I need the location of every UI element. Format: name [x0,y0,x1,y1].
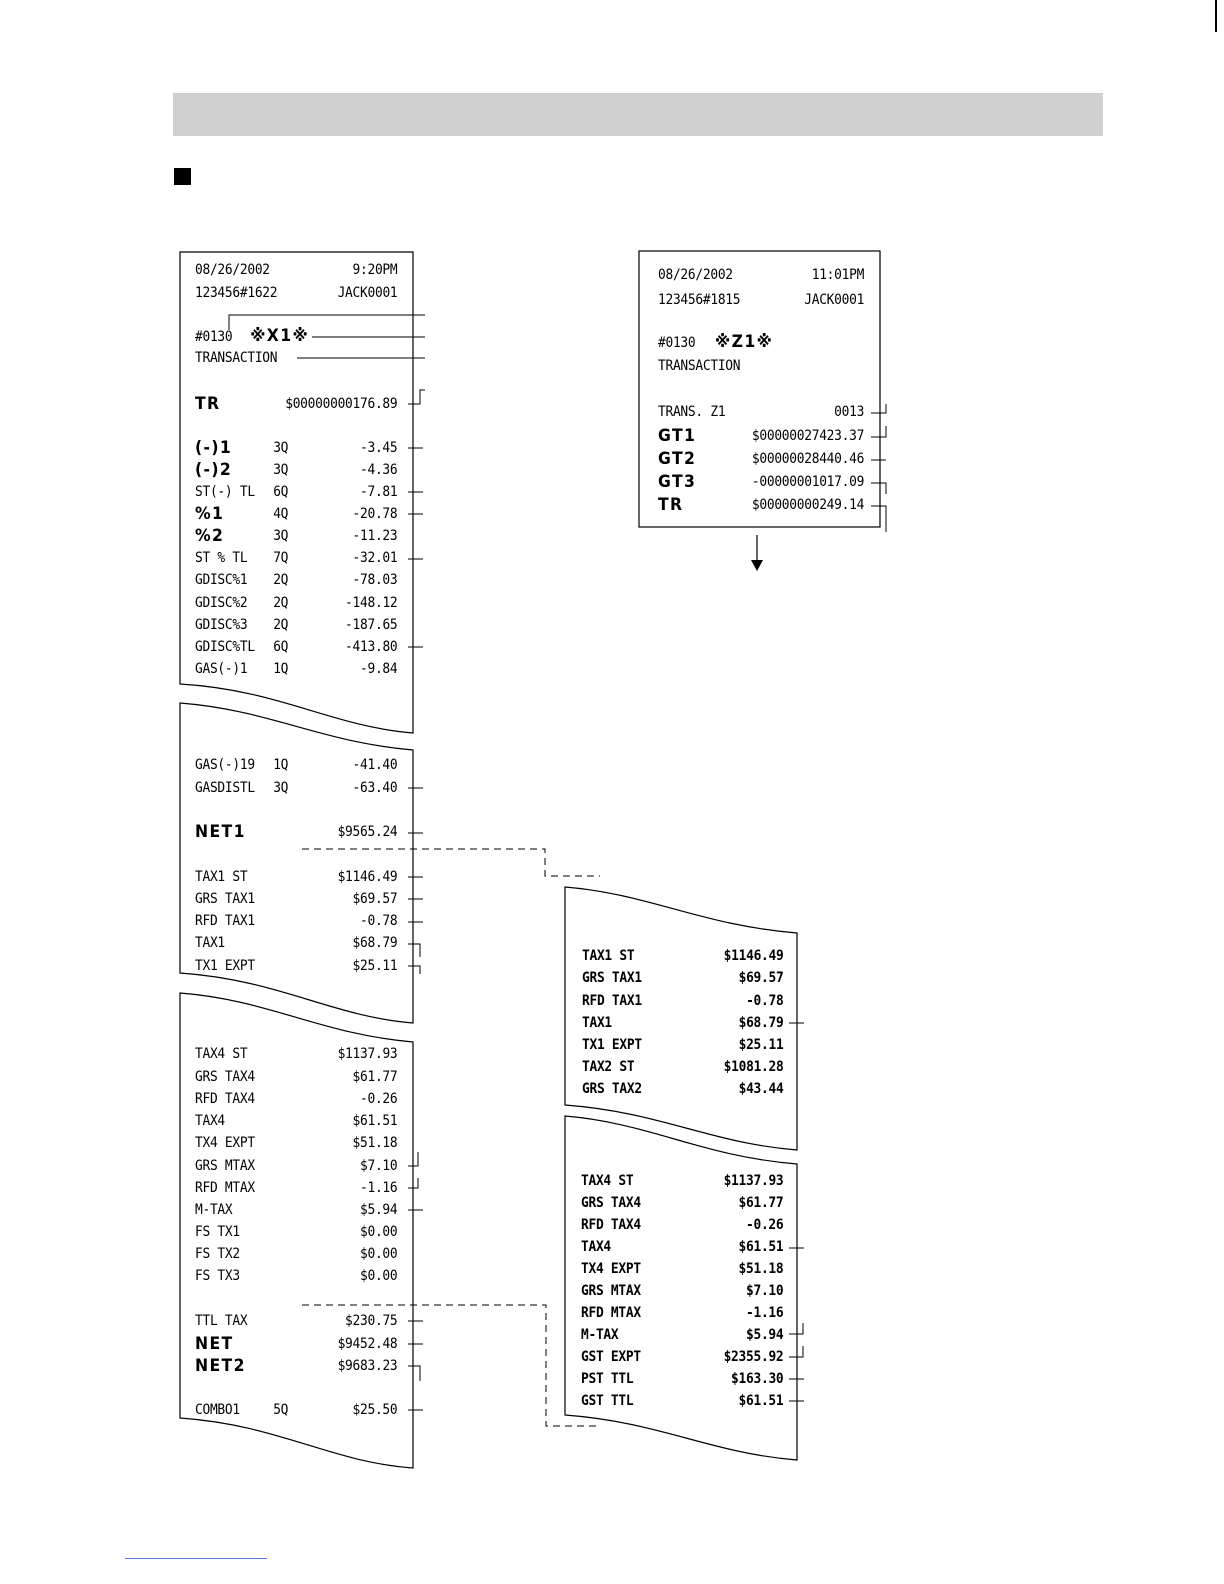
x1-total-tax-row [195,1310,397,1332]
z1-clerk: JACK0001 [804,292,865,308]
receipt-row [195,1265,397,1287]
receipt-row [658,494,864,516]
row-value: $43.44 [738,1081,784,1097]
row-label: FS TX1 [195,1224,240,1240]
row-label: GRS TAX4 [195,1069,255,1085]
row-value: $69.57 [738,970,784,986]
row-label: GDISC%3 [195,617,248,633]
x1-mode-label: ※X1※ [250,326,310,346]
row-label: RFD TAX1 [195,913,255,929]
row-value: -0.78 [359,913,398,929]
row-label: ST % TL [195,550,248,566]
row-value: -32.01 [352,550,398,566]
x1-time: 9:20PM [352,262,398,278]
row-count: 1Q [273,757,289,773]
receipt-row [658,425,864,447]
row-value: $69.57 [352,891,398,907]
receipt-row [195,525,397,547]
row-value: $7.10 [359,1158,398,1174]
receipt-row [195,1132,397,1154]
x1-tr-value: $00000000176.89 [285,396,398,412]
row-label: TAX2 ST [582,1059,635,1075]
row-label: ST(-) TL [195,484,255,500]
x1-net1-label: NET1 [195,822,246,842]
receipt-row [581,1346,783,1368]
receipt-row [195,1243,397,1265]
receipt-row [582,1012,783,1034]
receipt-row [195,1110,397,1132]
row-value: $1137.93 [337,1046,398,1062]
row-label: TAX4 ST [581,1173,634,1189]
row-label: GST TTL [581,1393,634,1409]
row-value: $0.00 [359,1268,398,1284]
row-label: RFD MTAX [195,1180,255,1196]
x1-net-value: $9452.48 [337,1336,398,1352]
receipt-row [195,1066,397,1088]
x1-net2-label: NET2 [195,1356,246,1376]
row-value: -1.16 [359,1180,398,1196]
row-value: $163.30 [731,1371,784,1387]
z1-time: 11:01PM [811,267,865,283]
x1-clerk: JACK0001 [337,285,398,301]
x1-header-row-1 [195,259,397,281]
row-value: $0.00 [359,1224,398,1240]
z1-title-text: TRANSACTION [658,358,741,374]
row-label: GRS TAX1 [582,970,642,986]
receipt-row [658,448,864,470]
receipt-row [581,1324,783,1346]
x1-header-row-2 [195,282,397,304]
row-value: -41.40 [352,757,398,773]
row-label: RFD TAX4 [581,1217,641,1233]
row-value: $68.79 [352,935,398,951]
row-value: -3.45 [359,440,398,456]
receipt-row [581,1280,783,1302]
z1-header-row-2 [658,289,864,311]
row-value: -9.84 [359,661,398,677]
receipt-row [195,1199,397,1221]
receipt-row [195,459,397,481]
row-value: $51.18 [738,1261,784,1277]
row-value: -413.80 [345,639,398,655]
row-value: -78.03 [352,572,398,588]
receipt-row [195,754,397,776]
receipt-row [195,866,397,888]
x1-total-tax-label: TTL TAX [195,1313,248,1329]
row-label: (-)2 [195,460,233,480]
row-value: $1081.28 [723,1059,784,1075]
row-label: TAX1 [195,935,225,951]
row-value: $00000028440.46 [751,451,865,467]
x1-net-label: NET [195,1334,234,1354]
row-label: GRS TAX4 [581,1195,641,1211]
row-value: $61.51 [738,1239,784,1255]
receipt-row [195,888,397,910]
row-label: PST TTL [581,1371,634,1387]
z1-header-row-1 [658,264,864,286]
row-label: GT1 [658,426,697,446]
row-value: -7.81 [359,484,398,500]
x1-date: 08/26/2002 [195,262,270,278]
row-value: -187.65 [345,617,398,633]
row-value: -0.78 [746,993,784,1009]
row-label: TAX1 ST [195,869,248,885]
x1-report-title [195,347,397,369]
receipt-row [581,1236,783,1258]
row-value: -1.16 [745,1305,784,1321]
row-label: FS TX3 [195,1268,240,1284]
z1-report-title [658,355,864,377]
receipt-row [195,1221,397,1243]
row-label: TAX1 ST [582,948,635,964]
z1-mode-row [658,332,864,354]
row-value: -0.26 [745,1217,784,1233]
receipt-row [581,1214,783,1236]
receipt-row [195,777,397,799]
row-label: RFD MTAX [581,1305,641,1321]
row-label: TX4 EXPT [195,1135,255,1151]
row-label: GAS(-)19 [195,757,255,773]
z1-machine-number: 123456#1815 [658,292,741,308]
row-value: $1137.93 [723,1173,784,1189]
x1-combo-label: COMBO1 [195,1402,240,1418]
receipt-row [195,592,397,614]
row-value: $61.77 [352,1069,398,1085]
x1-net1-value: $9565.24 [337,824,398,840]
receipt-row [195,437,397,459]
x1-net2-row [195,1355,397,1377]
receipt-row [581,1192,783,1214]
row-label: GDISC%TL [195,639,255,655]
receipt-row [195,1088,397,1110]
receipt-row [658,471,864,493]
receipt-row [195,636,397,658]
receipt-row [195,1177,397,1199]
receipt-row [195,547,397,569]
x1-net2-value: $9683.23 [337,1358,398,1374]
row-value: $5.94 [745,1327,784,1343]
row-label: GT2 [658,449,697,469]
row-label: TR [658,495,684,515]
z1-date: 08/26/2002 [658,267,733,283]
row-label: TAX1 [582,1015,612,1031]
receipt-row [195,932,397,954]
row-label: GRS MTAX [581,1283,641,1299]
receipt-row [582,945,783,967]
row-value: $25.11 [352,958,398,974]
row-label: GRS MTAX [195,1158,255,1174]
row-value: $00000027423.37 [751,428,865,444]
z1-trans-value: 0013 [834,404,865,420]
row-label: GASDISTL [195,780,255,796]
row-value: $61.51 [352,1113,398,1129]
row-label: TX4 EXPT [581,1261,641,1277]
row-value: -00000001017.09 [751,474,865,490]
x1-mode-row [195,326,397,348]
row-label: GT3 [658,472,697,492]
x1-tr-row [195,393,397,415]
receipt-row [195,481,397,503]
row-label: TAX4 [581,1239,611,1255]
receipt-row [195,658,397,680]
row-label: TX1 EXPT [582,1037,642,1053]
x1-combo-count: 5Q [273,1402,289,1418]
receipt-row [195,614,397,636]
row-value: $7.10 [745,1283,784,1299]
row-value: $2355.92 [723,1349,784,1365]
row-value: -4.36 [359,462,398,478]
x1-title-text: TRANSACTION [195,350,278,366]
row-value: -0.26 [359,1091,398,1107]
receipt-row [195,1043,397,1065]
receipt-row [581,1390,783,1412]
row-count: 3Q [273,462,289,478]
receipt-row [195,955,397,977]
receipt-row [582,1056,783,1078]
row-value: $5.94 [359,1202,398,1218]
z1-mode-label: ※Z1※ [715,332,774,352]
row-label: TX1 EXPT [195,958,255,974]
z1-trans-row [658,401,864,423]
row-value: $1146.49 [337,869,398,885]
row-value: $61.77 [738,1195,784,1211]
row-label: FS TX2 [195,1246,240,1262]
x1-consecutive-number: #0130 [195,329,233,345]
receipt-row [582,990,783,1012]
row-label: GAS(-)1 [195,661,248,677]
row-count: 3Q [273,780,289,796]
x1-machine-number: 123456#1622 [195,285,278,301]
row-label: %2 [195,526,225,546]
row-label: GRS TAX2 [582,1081,642,1097]
row-value: $61.51 [738,1393,784,1409]
x1-combo-row [195,1399,397,1421]
row-count: 6Q [273,484,289,500]
x1-total-tax-value: $230.75 [345,1313,398,1329]
row-label: (-)1 [195,438,233,458]
row-label: M-TAX [581,1327,619,1343]
row-value: -148.12 [345,595,398,611]
row-label: GRS TAX1 [195,891,255,907]
z1-trans-label: TRANS. Z1 [658,404,726,420]
row-count: 6Q [273,639,289,655]
receipt-row [195,569,397,591]
row-count: 4Q [273,506,289,522]
row-value: -20.78 [352,506,398,522]
row-label: GST EXPT [581,1349,641,1365]
row-value: -11.23 [352,528,398,544]
receipt-row [195,910,397,932]
receipt-row [581,1368,783,1390]
receipt-row [581,1258,783,1280]
z1-consecutive-number: #0130 [658,335,696,351]
x1-net-row [195,1333,397,1355]
row-label: RFD TAX4 [195,1091,255,1107]
row-count: 3Q [273,528,289,544]
row-value: $25.11 [738,1037,784,1053]
row-label: GDISC%1 [195,572,248,588]
row-count: 2Q [273,595,289,611]
receipt-row [581,1302,783,1324]
row-count: 3Q [273,440,289,456]
receipt-row [582,967,783,989]
row-value: $1146.49 [723,948,784,964]
row-count: 2Q [273,617,289,633]
row-count: 1Q [273,661,289,677]
receipt-row [195,503,397,525]
x1-net1-row [195,821,397,843]
row-label: RFD TAX1 [582,993,642,1009]
receipt-row [195,1155,397,1177]
receipt-row [582,1078,783,1100]
row-label: %1 [195,504,225,524]
row-value: $0.00 [359,1246,398,1262]
row-value: $68.79 [738,1015,784,1031]
row-value: $00000000249.14 [751,497,865,513]
row-label: TAX4 [195,1113,225,1129]
receipt-row [582,1034,783,1056]
row-value: -63.40 [352,780,398,796]
row-label: M-TAX [195,1202,233,1218]
x1-tr-label: TR [195,394,221,414]
x1-combo-value: $25.50 [352,1402,398,1418]
receipt-row [581,1170,783,1192]
row-count: 7Q [273,550,289,566]
row-label: GDISC%2 [195,595,248,611]
row-count: 2Q [273,572,289,588]
row-value: $51.18 [352,1135,398,1151]
row-label: TAX4 ST [195,1046,248,1062]
